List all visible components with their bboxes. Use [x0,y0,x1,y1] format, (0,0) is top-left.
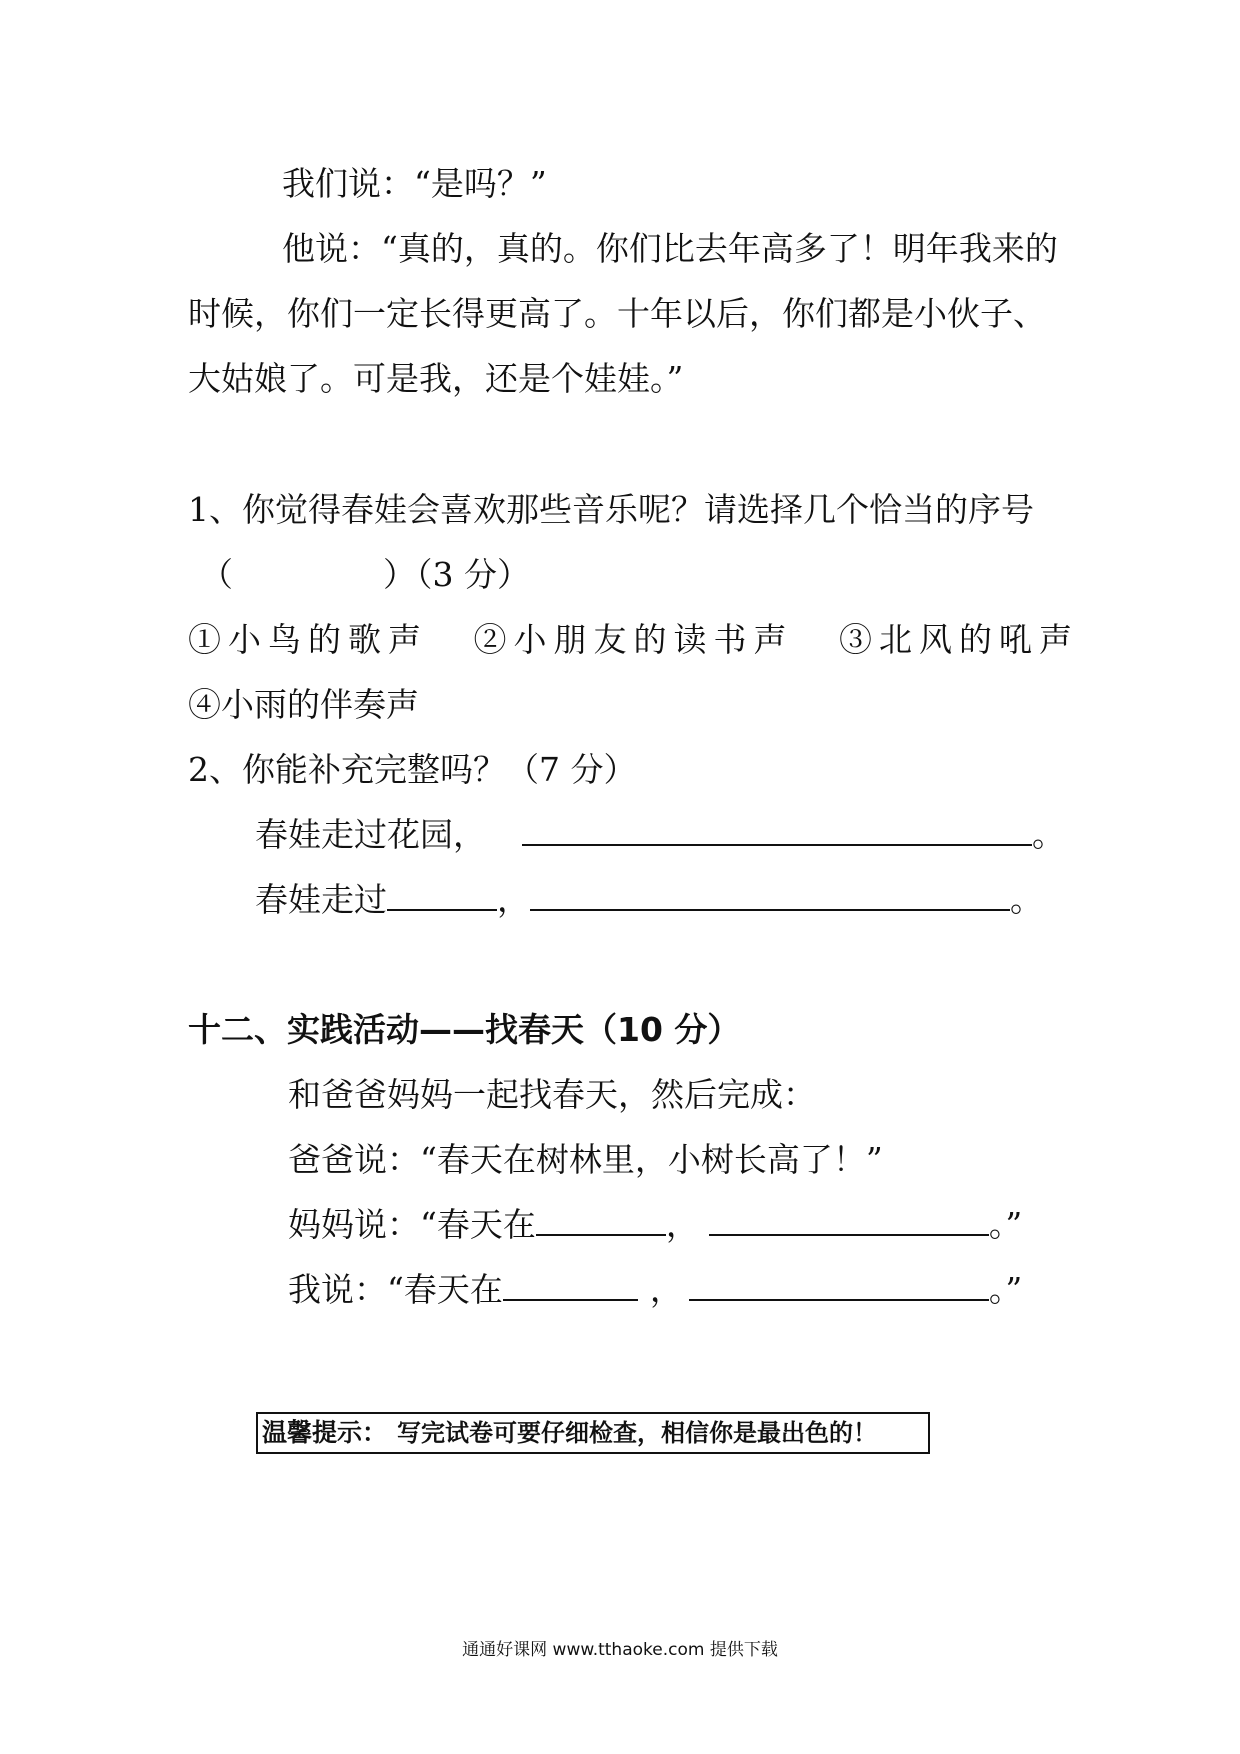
tip-label: 温馨提示： [262,1418,388,1447]
option-1: ①小鸟的歌声 [188,620,428,659]
me-prefix: 我说：“春天在 [288,1270,503,1309]
tip-text: 写完试卷可要仔细检查，相信你是最出色的！ [397,1419,878,1447]
q2-line-1-end: 。 [1032,815,1065,854]
q2-line-2-blank-1[interactable] [387,879,497,911]
question-2-text: 2、你能补充完整吗？（7 分） [188,750,637,789]
mom-blank-2[interactable] [709,1204,989,1236]
passage-line-1: 我们说：“是吗？” [282,164,547,203]
answer-paren-close-score: ）（3 分） [383,555,530,594]
answer-paren-open: （ [200,555,233,594]
me-mid: ， [649,1270,683,1309]
passage-line-3: 时候，你们一定长得更高了。十年以后，你们都是小伙子、 [188,294,1046,333]
q2-line-2-prefix: 春娃走过 [255,880,387,919]
q2-line-1-prefix: 春娃走过花园， [255,815,486,854]
option-3: ③北风的吼声 [839,620,1079,659]
question-1-text: 1、你觉得春娃会喜欢那些音乐呢？请选择几个恰当的序号 [188,490,1034,529]
tip-box [256,1412,930,1454]
question-1-answer-line [200,554,530,596]
question-2-line-2 [255,879,1043,921]
mom-end: 。” [988,1205,1023,1244]
section-12-intro: 和爸爸妈妈一起找春天，然后完成： [288,1075,816,1114]
section-12-me-line [288,1269,1022,1311]
mom-mid: ， [665,1205,699,1244]
q2-line-2-blank-2[interactable] [530,879,1010,911]
passage-line-2: 他说：“真的，真的。你们比去年高多了！明年我来的 [282,229,1058,268]
question-1-options-row [188,619,1079,661]
passage-line-4: 大姑娘了。可是我，还是个娃娃。” [188,359,684,398]
q2-line-1-blank[interactable] [522,814,1032,846]
q2-line-2-mid: ， [497,880,530,919]
q2-line-2-end: 。 [1010,880,1043,919]
section-12-title: 十二、实践活动——找春天（10 分） [188,1010,741,1049]
mom-blank-1[interactable] [536,1204,666,1236]
question-1-option-4: ④小雨的伴奏声 [188,685,419,724]
mom-prefix: 妈妈说：“春天在 [288,1205,536,1244]
question-2-line-1 [255,814,1065,856]
me-blank-2[interactable] [689,1269,989,1301]
me-blank-1[interactable] [503,1269,638,1301]
section-12-dad-line: 爸爸说：“春天在树林里，小树长高了！” [288,1140,883,1179]
me-end: 。” [988,1270,1023,1309]
section-12-mom-line [288,1204,1022,1246]
option-2: ②小朋友的读书声 [473,620,794,659]
page-footer: 通通好课网 www.tthaoke.com 提供下载 [462,1640,778,1660]
